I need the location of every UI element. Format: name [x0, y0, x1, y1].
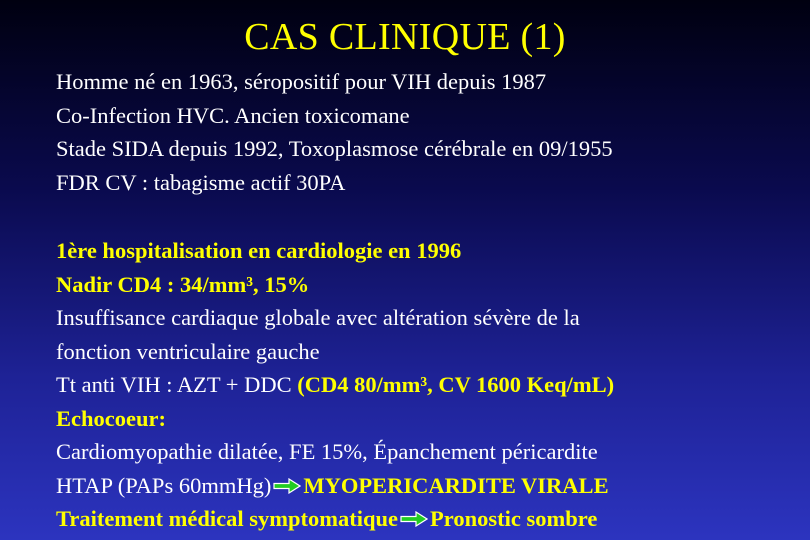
insufficiency-line-cont: fonction ventriculaire gauche: [56, 338, 320, 364]
right-arrow-icon: [400, 511, 428, 527]
right-arrow-icon: [273, 478, 301, 494]
treatment-text: Traitement médical symptomatique: [56, 506, 399, 531]
hospitalisation-line: 1ère hospitalisation en cardiologie en 1996: [56, 238, 462, 263]
history-line: FDR CV : tabagisme actif 30PA: [56, 169, 346, 195]
conclusion-line: [56, 502, 790, 536]
echo-heading: Echocoeur:: [56, 405, 166, 431]
clinical-course: [56, 234, 790, 536]
echo-findings: Cardiomyopathie dilatée, FE 15%, Épanchement péricardite: [56, 439, 598, 464]
treatment-prefix: Tt anti VIH : AZT + DDC: [56, 372, 298, 397]
insufficiency-line: Insuffisance cardiaque globale avec altération sévère de la: [56, 305, 580, 330]
prognosis-text: Pronostic sombre: [430, 506, 598, 531]
htap-text: HTAP (PAPs 60mmHg): [56, 472, 272, 498]
nadir-line: Nadir CD4 : 34/mm³, 15%: [56, 271, 310, 297]
history-line: Co-Infection HVC. Ancien toxicomane: [56, 102, 410, 128]
htap-line: [56, 469, 790, 503]
patient-history: [56, 65, 790, 199]
history-line: Stade SIDA depuis 1992, Toxoplasmose cérébrale en 09/1955: [56, 136, 613, 161]
history-line: Homme né en 1963, séropositif pour VIH depuis 1987: [56, 69, 547, 94]
treatment-line: [56, 368, 790, 402]
treatment-values: (CD4 80/mm³, CV 1600 Keq/mL): [297, 372, 615, 397]
slide-title: CAS CLINIQUE (1): [244, 16, 566, 58]
diagnosis-text: MYOPERICARDITE VIRALE: [303, 472, 609, 498]
